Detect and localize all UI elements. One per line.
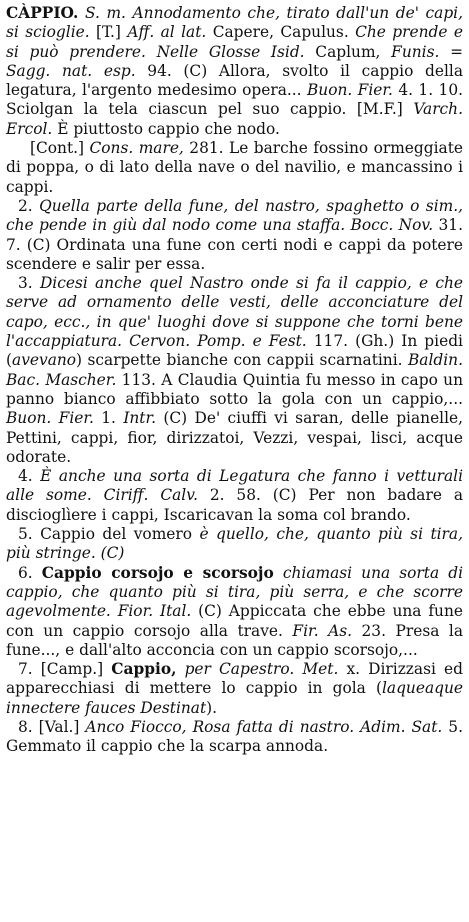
text-run: laqueaque innectere fauces Destinat [6,679,463,717]
text-run: Varch. Ercol. [6,100,463,138]
text-run: Fior. Ital. [117,602,192,621]
text-run: avevano [12,351,77,370]
text-run: Aff. al lat. [127,23,207,42]
text-run: Funis. [391,42,440,61]
sense-2-paragraph [6,197,463,274]
text-run: CÀPPIO. [6,4,79,22]
text-run: Cappio corsojo e scorsojo [41,563,274,582]
text-run: (C) De' ciuffi vi saran, delle pianelle, Pettini, cappi, fior, dirizzatoi, Vezzi, vespai, lisci, acque odorate. [6,409,464,466]
text-run: 113. A Claudia Quintia fu messo in capo un panno bianco affibbiato sotto la gola con un cappio,... [6,370,463,408]
text-run: Sagg. nat. esp. [6,61,136,80]
text-run: Buon. Fier. [6,409,94,428]
text-run: (C) Appiccata che ebbe una fune con un cappio corsojo alla trave. [6,602,463,640]
cont-paragraph [6,139,463,197]
sense-4-paragraph [6,467,463,525]
text-run: 8. [Val.] [18,717,86,736]
text-run: 23. Presa la fune..., e dall'alto acconcia con un cappio scorsojo,... [6,621,463,659]
text-run: 4. 1. 10. Sciolgan la tela ciascun pel suo cappio. [M.F.] [6,81,463,119]
text-run: (C) [95,544,125,563]
text-run: 117. (Gh.) In piedi ( [6,332,463,370]
text-run: S. m. [78,4,133,22]
text-run: Fir. As. [292,621,352,640]
text-run: È anche una sorta di Legatura che fanno i vetturali alle some. [6,467,463,505]
text-run: per Capestro. [176,660,295,679]
text-run: Caplum, [304,42,392,61]
entry-heading-paragraph [6,4,463,139]
text-run: Buon. Fier. [306,81,393,100]
text-run: Quella parte della fune, del nastro, spaghetto o sim., che pende in giù dal nodo come una staffa. [6,196,464,235]
text-run: 6. [18,563,42,582]
sense-5-paragraph [6,525,463,564]
text-run: ). [206,698,218,717]
text-run: 2. [18,196,40,215]
sense-7-paragraph [6,660,463,718]
text-run: È piuttosto cappio che nodo. [52,119,280,138]
text-run: Baldin. Bac. Mascher. [6,351,463,389]
text-run: Capere, Capulus. [206,23,356,42]
text-run: 1. [93,409,124,428]
text-run: Bocc. Nov. [350,216,434,235]
text-run: 2. 58. (C) Per non badare a discioglìere i cappi, Iscaricavan la soma col brando. [6,486,463,524]
text-run: 281. Le barche fossino ormeggiate di poppa, o di lato della nave o del navilio, e mancassino i cappi. [6,139,463,196]
text-run: [T.] [89,23,128,42]
text-run: Cappio, [111,660,177,679]
text-run: 4. [18,467,41,486]
sense-3-paragraph [6,274,463,467]
text-run: Anco Fiocco, Rosa fatta di nastro. [85,717,355,736]
text-run: ) scarpette bianche con cappii scarnatini. [76,351,408,370]
text-run: 31. 7. (C) Ordinata una fune con certi nodi e cappi da potere scendere e salir per essa. [6,216,463,273]
text-run: Annodamento che, tirato dall'un de' capi, si scioglie. [6,4,463,42]
text-run: Che prende e si può prendere. Nelle Glosse Isid. [6,23,463,61]
text-run: Met. [302,660,339,679]
text-run: = [439,42,463,61]
text-run: Intr. [123,409,157,428]
text-run [111,602,118,620]
sense-8-paragraph [6,718,463,757]
text-run: Dicesi anche quel Nastro onde si fa il cappio, e che serve ad ornamento delle vesti, delle acconciature del capo, ecc., in que' luoghi dove si suppone che torni bene l'accappiatura. [6,274,464,351]
text-run [92,486,104,504]
text-run: 7. [Camp.] [18,660,112,679]
text-run: 5. Cappio del vomero [18,525,200,544]
text-run: x. Dirizzasi ed apparecchiasi di mettere lo cappio in gola ( [6,660,463,698]
text-run: è quello, che, quanto più si tira, più stringe. [6,525,463,563]
text-run: 94. (C) Allora, svolto il cappio della legatura, l'argento medesimo opera... [6,61,463,100]
text-run: Cons. mare, [89,139,184,158]
sense-6-paragraph [6,564,463,660]
text-run: Cervon. Pomp. e Fest. [129,332,307,351]
text-run: 5. Gemmato il cappio che la scarpa annoda. [6,717,463,756]
text-run: Adim. Sat. [360,717,443,736]
text-run: 3. [18,274,40,293]
text-run: [Cont.] [30,139,90,158]
text-run: Ciriff. Calv. [103,486,198,505]
text-run: chiamasi una sorta di cappio, che quanto più si tira, più serra, e che scorre agevolmente. [6,563,464,621]
